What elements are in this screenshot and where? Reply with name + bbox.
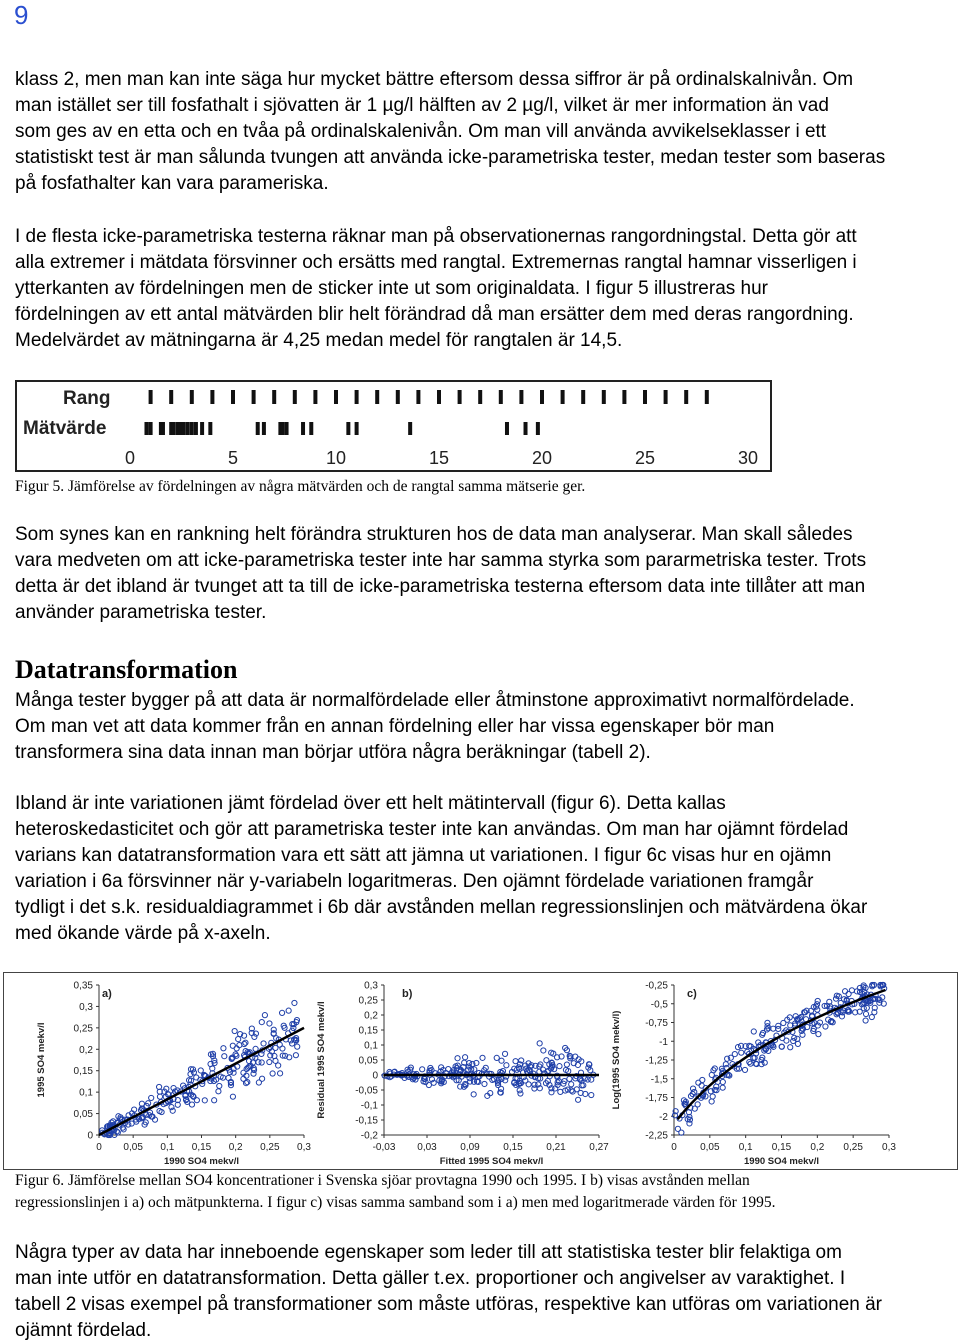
rang-mark bbox=[561, 390, 565, 404]
y-tick-label: -2 bbox=[659, 1111, 668, 1123]
matvarde-mark bbox=[505, 422, 509, 435]
x-tick-label: 0,21 bbox=[546, 1142, 566, 1153]
paragraph-datatransformation bbox=[15, 1240, 950, 1344]
matvarde-mark bbox=[256, 422, 260, 435]
rang-mark bbox=[581, 390, 585, 404]
text-line: statistiskt test är man sålunda tvungen att använda icke-parametriska tester, medan tester som baseras bbox=[15, 147, 886, 168]
data-point bbox=[198, 1068, 203, 1073]
data-point bbox=[751, 1029, 756, 1034]
data-point bbox=[720, 1079, 725, 1084]
data-point bbox=[277, 1071, 282, 1076]
x-tick-label: 0,2 bbox=[228, 1142, 243, 1153]
data-point bbox=[212, 1098, 217, 1103]
matvarde-mark bbox=[144, 422, 148, 435]
rang-mark bbox=[149, 390, 153, 404]
text-line: tabell 2 visas exempel på transformationer som måste utföras, respektive kan utföras om variationen är bbox=[15, 1294, 883, 1315]
y-tick-label: -0,5 bbox=[650, 999, 668, 1011]
text-line: ojämnt fördelad. bbox=[15, 1320, 152, 1341]
text-line: på fosfathalter kan vara parameriska. bbox=[15, 173, 329, 194]
matvarde-mark bbox=[408, 422, 412, 435]
x-tick-label: 0,27 bbox=[589, 1142, 609, 1153]
x-tick-label: 25 bbox=[634, 448, 656, 468]
x-tick-label: 0,09 bbox=[460, 1142, 480, 1153]
data-point bbox=[709, 1099, 714, 1104]
data-point bbox=[739, 1050, 744, 1055]
matvarde-mark bbox=[285, 422, 289, 435]
data-point bbox=[222, 1054, 227, 1059]
y-axis-label: Log(1995 SO4 mekv/l) bbox=[611, 1010, 622, 1110]
data-point bbox=[513, 1059, 518, 1064]
data-point bbox=[760, 1032, 765, 1037]
matvarde-mark bbox=[161, 422, 165, 435]
matvarde-mark bbox=[149, 422, 153, 435]
y-tick-label: 0,35 bbox=[73, 980, 93, 992]
rang-mark bbox=[375, 390, 379, 404]
data-point bbox=[273, 1045, 278, 1050]
data-point bbox=[293, 1053, 298, 1058]
figure-6 bbox=[3, 972, 958, 1170]
y-tick-label: -0,15 bbox=[355, 1115, 378, 1127]
x-tick-label: 0,25 bbox=[260, 1142, 280, 1153]
rang-mark bbox=[313, 390, 317, 404]
x-tick-label: 0,3 bbox=[297, 1142, 311, 1153]
y-tick-label: -0,25 bbox=[645, 980, 668, 992]
data-point bbox=[575, 1097, 580, 1102]
text-line: med ökande värde på x-axeln. bbox=[15, 923, 271, 944]
data-point bbox=[723, 1062, 728, 1067]
text-line: ytterkanten av fördelningen men de sticker inte ut som originaldata. I figur 5 illustreras hur bbox=[15, 278, 768, 299]
rang-mark bbox=[602, 390, 606, 404]
rang-mark bbox=[540, 390, 544, 404]
x-tick-label: 0 bbox=[124, 448, 136, 468]
data-point bbox=[795, 1036, 800, 1041]
data-point bbox=[194, 1098, 199, 1103]
data-point bbox=[537, 1041, 542, 1046]
regression-curve bbox=[678, 990, 886, 1119]
data-point bbox=[869, 1014, 874, 1019]
text-line: vara medveten om att icke-parametriska tester inte har samma styrka som pararmetriska tester. Trots bbox=[15, 550, 867, 571]
panel-1 bbox=[36, 981, 311, 1168]
rang-mark bbox=[252, 390, 256, 404]
data-point bbox=[267, 1059, 272, 1064]
data-point bbox=[232, 1028, 237, 1033]
data-point bbox=[261, 1041, 266, 1046]
data-point bbox=[863, 1011, 868, 1016]
matvarde-mark bbox=[280, 422, 284, 435]
text-line: som ges av en etta och en tvåa på ordinalskalenivån. Om man vill använda avvikelseklasser i ett bbox=[15, 121, 827, 142]
text-line: Några typer av data har inneboende egenskaper som leder till att statistiska tester blir felaktiga om bbox=[15, 1242, 842, 1263]
data-point bbox=[482, 1081, 487, 1086]
data-point bbox=[490, 1077, 495, 1082]
data-point bbox=[574, 1087, 579, 1092]
rang-mark bbox=[499, 390, 503, 404]
rang-mark bbox=[334, 390, 338, 404]
data-point bbox=[262, 1013, 267, 1018]
text-line: variation i 6a försvinner när y-variabeln logaritmeras. Den ojämnt fördelade variationen framgår bbox=[15, 871, 814, 892]
paragraph-rankning bbox=[15, 522, 950, 626]
data-point bbox=[499, 1058, 504, 1063]
x-tick-label: 0 bbox=[96, 1142, 102, 1153]
row-label-rang: Rang bbox=[63, 388, 111, 409]
x-tick-label: 0 bbox=[671, 1142, 677, 1153]
x-tick-label: 0,3 bbox=[882, 1142, 896, 1153]
data-point bbox=[748, 1061, 753, 1066]
data-point bbox=[458, 1084, 463, 1089]
matvarde-mark bbox=[208, 422, 212, 435]
x-axis-label: 1990 SO4 mekv/l bbox=[164, 1156, 239, 1167]
caption-line: Figur 6. Jämförelse mellan SO4 koncentrationer i Svenska sjöar provtagna 1990 och 1995. I b) visas avstånden mellan bbox=[15, 1172, 750, 1189]
data-point bbox=[216, 1089, 221, 1094]
page-number: 9 bbox=[14, 0, 29, 30]
data-point bbox=[233, 1052, 238, 1057]
matvarde-mark bbox=[171, 422, 175, 435]
data-point bbox=[735, 1045, 740, 1050]
figure-5 bbox=[15, 380, 772, 472]
x-tick-label: 20 bbox=[531, 448, 553, 468]
text-line: man inte utför en datatransformation. Detta gäller t.ex. proportioner och angivelser av varaktighet. I bbox=[15, 1268, 846, 1289]
x-tick-label: 0,25 bbox=[843, 1142, 863, 1153]
text-line: man istället ser till fosfathalt i sjövatten är 1 µg/l hälften av 2 µg/l, vilket är mer information än vad bbox=[15, 95, 829, 116]
data-point bbox=[236, 1037, 241, 1042]
paragraph-ordinal bbox=[15, 67, 950, 197]
scatter-points bbox=[672, 982, 886, 1135]
data-point bbox=[244, 1073, 249, 1078]
data-point bbox=[480, 1055, 485, 1060]
data-point bbox=[714, 1084, 719, 1089]
data-point bbox=[426, 1082, 431, 1087]
data-point bbox=[569, 1082, 574, 1087]
y-tick-label: 0,05 bbox=[358, 1055, 378, 1067]
y-tick-label: 0,05 bbox=[73, 1109, 93, 1121]
data-point bbox=[279, 1010, 284, 1015]
matvarde-mark bbox=[262, 422, 266, 435]
rang-mark bbox=[396, 390, 400, 404]
data-point bbox=[792, 1035, 797, 1040]
data-point bbox=[149, 1095, 154, 1100]
rang-mark bbox=[190, 390, 194, 404]
rang-mark bbox=[643, 390, 647, 404]
data-point bbox=[462, 1055, 467, 1060]
matvarde-mark bbox=[536, 422, 540, 435]
rang-mark bbox=[684, 390, 688, 404]
x-tick-label: 0,1 bbox=[160, 1142, 175, 1153]
text-line: Som synes kan en rankning helt förändra strukturen hos de data man analyserar. Man skall således bbox=[15, 524, 853, 545]
data-point bbox=[157, 1094, 162, 1099]
data-point bbox=[742, 1067, 747, 1072]
data-point bbox=[129, 1121, 134, 1126]
data-point bbox=[788, 1045, 793, 1050]
rang-mark bbox=[478, 390, 482, 404]
x-tick-label: -0,03 bbox=[372, 1142, 396, 1153]
data-point bbox=[849, 988, 854, 993]
data-point bbox=[292, 1000, 297, 1005]
text-line: I de flesta icke-parametriska testerna räknar man på observationernas rangordningstal. Detta gör att bbox=[15, 226, 857, 247]
matvarde-mark bbox=[301, 422, 305, 435]
y-tick-label: 0,3 bbox=[364, 980, 378, 992]
x-tick-label: 30 bbox=[737, 448, 759, 468]
data-point bbox=[720, 1085, 725, 1090]
panel-label: b) bbox=[402, 988, 413, 1000]
text-line: Medelvärdet av mätningarna är 4,25 medan medel för rangtalen är 14,5. bbox=[15, 330, 623, 351]
text-line: tydligt i det s.k. residualdiagrammet i 6b där avstånden mellan regressionslinjen och mätvärdena ökar bbox=[15, 897, 868, 918]
y-axis-label: Residual 1995 SO4 mekv/l bbox=[316, 1001, 327, 1119]
data-point bbox=[243, 1040, 248, 1045]
data-point bbox=[700, 1077, 705, 1082]
y-tick-label: 0,2 bbox=[364, 1010, 378, 1022]
matvarde-mark bbox=[355, 422, 359, 435]
rang-mark bbox=[355, 390, 359, 404]
data-point bbox=[471, 1092, 476, 1097]
data-point bbox=[541, 1048, 546, 1053]
x-axis-label: 1990 SO4 mekv/l bbox=[744, 1156, 819, 1167]
x-tick-label: 0,15 bbox=[191, 1142, 212, 1153]
data-point bbox=[230, 1094, 235, 1099]
data-point bbox=[221, 1046, 226, 1051]
rang-mark bbox=[169, 390, 173, 404]
y-tick-label: -1,25 bbox=[645, 1055, 668, 1067]
y-tick-label: 0 bbox=[372, 1070, 378, 1082]
data-point bbox=[564, 1062, 569, 1067]
panel-3 bbox=[611, 981, 896, 1168]
x-tick-label: 0,15 bbox=[503, 1142, 523, 1153]
rang-mark bbox=[231, 390, 235, 404]
regression-line bbox=[99, 1028, 304, 1135]
data-point bbox=[504, 1063, 509, 1068]
data-point bbox=[241, 1076, 246, 1081]
panel-label: c) bbox=[687, 988, 697, 1000]
text-line: Många tester bygger på att data är normalfördelade eller åtminstone approximativt normalfördelade. bbox=[15, 690, 855, 711]
data-point bbox=[273, 1058, 278, 1063]
text-line: Ibland är inte variationen jämt fördelad över ett helt mätintervall (figur 6). Detta kallas bbox=[15, 793, 726, 814]
caption-line: regressionslinjen i a) och mätpunkterna. I figur c) visas samma samband som i a) men med logaritmerade värden för 1995. bbox=[15, 1194, 776, 1211]
y-tick-label: -0,2 bbox=[360, 1130, 378, 1142]
y-tick-label: -1,75 bbox=[645, 1093, 668, 1104]
y-tick-label: 0,15 bbox=[73, 1066, 93, 1078]
data-point bbox=[120, 1125, 125, 1130]
x-tick-label: 0,15 bbox=[771, 1142, 792, 1153]
y-tick-label: -2,25 bbox=[645, 1130, 668, 1142]
text-line: använder parametriska tester. bbox=[15, 602, 267, 623]
data-point bbox=[558, 1089, 563, 1094]
text-line: fördelningen av ett antal mätvärden blir helt förändrad då man ersätter dem med deras rangordning. bbox=[15, 304, 854, 325]
x-tick-label: 0,03 bbox=[417, 1142, 437, 1153]
y-tick-label: 0,2 bbox=[79, 1044, 93, 1056]
rang-mark bbox=[458, 390, 462, 404]
y-tick-label: 0,25 bbox=[73, 1023, 93, 1035]
y-tick-label: 0,3 bbox=[79, 1001, 93, 1013]
paragraph-rangtal bbox=[15, 224, 950, 354]
figure-5-caption: Figur 5. Jämförelse av fördelningen av några mätvärden och de rangtal samma mätserie ger. bbox=[15, 478, 586, 495]
data-point bbox=[569, 1088, 574, 1093]
rang-mark bbox=[437, 390, 441, 404]
figure-6-chart bbox=[4, 973, 957, 1169]
data-point bbox=[863, 1018, 868, 1023]
text-line: Om man vet att data kommer från en annan fördelning eller har vissa egenskaper bör man bbox=[15, 716, 775, 737]
y-tick-label: 0,1 bbox=[364, 1040, 378, 1052]
data-point bbox=[217, 1083, 222, 1088]
data-point bbox=[286, 1008, 291, 1013]
data-point bbox=[784, 1038, 789, 1043]
y-tick-label: -1 bbox=[659, 1036, 668, 1048]
data-point bbox=[420, 1067, 425, 1072]
data-point bbox=[189, 1102, 194, 1107]
text-line: alla extremer i mätdata försvinner och ersätts med rangtal. Extremernas rangtal hamnar visserligen i bbox=[15, 252, 857, 273]
data-point bbox=[455, 1056, 460, 1061]
x-tick-label: 0,05 bbox=[700, 1142, 720, 1153]
y-tick-label: 0,1 bbox=[79, 1087, 93, 1099]
data-point bbox=[253, 1046, 258, 1051]
rang-mark bbox=[519, 390, 523, 404]
data-point bbox=[270, 1071, 275, 1076]
y-axis-label: 1995 SO4 mekv/l bbox=[36, 1022, 47, 1098]
data-point bbox=[267, 1021, 272, 1026]
x-tick-label: 0,05 bbox=[123, 1142, 143, 1153]
y-tick-label: 0,15 bbox=[358, 1025, 378, 1037]
data-point bbox=[230, 1043, 235, 1048]
rang-mark bbox=[705, 390, 709, 404]
data-point bbox=[765, 1020, 770, 1025]
y-tick-label: -0,75 bbox=[645, 1018, 668, 1029]
data-point bbox=[823, 1024, 828, 1029]
figure-6-caption bbox=[15, 1170, 950, 1214]
scatter-points bbox=[382, 1041, 596, 1103]
y-tick-label: 0,25 bbox=[358, 995, 378, 1007]
data-point bbox=[280, 1046, 285, 1051]
x-tick-label: 5 bbox=[227, 448, 239, 468]
data-point bbox=[544, 1058, 549, 1063]
rang-mark bbox=[210, 390, 214, 404]
panel-label: a) bbox=[102, 988, 112, 1000]
data-point bbox=[854, 989, 859, 994]
data-point bbox=[567, 1076, 572, 1081]
data-point bbox=[589, 1092, 594, 1097]
rang-mark bbox=[272, 390, 276, 404]
data-point bbox=[690, 1086, 695, 1091]
text-line: detta är det ibland är tvunget att ta till de icke-parametriska testerna eftersom data inte tillåter att man bbox=[15, 576, 866, 597]
data-point bbox=[842, 989, 847, 994]
x-axis-label: Fitted 1995 SO4 mekv/l bbox=[439, 1156, 544, 1167]
data-point bbox=[259, 1020, 264, 1025]
rang-mark bbox=[293, 390, 297, 404]
data-point bbox=[256, 1080, 261, 1085]
x-tick-label: 10 bbox=[325, 448, 347, 468]
data-point bbox=[494, 1055, 499, 1060]
matvarde-mark bbox=[524, 422, 528, 435]
matvarde-mark bbox=[200, 422, 204, 435]
panel-2 bbox=[316, 981, 609, 1168]
data-point bbox=[795, 1041, 800, 1046]
data-point bbox=[816, 1032, 821, 1037]
data-point bbox=[710, 1094, 715, 1099]
data-point bbox=[295, 1044, 300, 1049]
data-point bbox=[502, 1051, 507, 1056]
figure-5-chart bbox=[17, 382, 770, 470]
data-point bbox=[675, 1126, 680, 1131]
matvarde-mark bbox=[309, 422, 313, 435]
data-point bbox=[518, 1091, 523, 1096]
rang-mark bbox=[416, 390, 420, 404]
rang-mark bbox=[664, 390, 668, 404]
y-tick-label: 0 bbox=[87, 1130, 93, 1142]
text-line: klass 2, men man kan inte säga hur mycket bättre eftersom dessa siffror är på ordinalskalnivån. Om bbox=[15, 69, 854, 90]
x-tick-label: 0,1 bbox=[738, 1142, 753, 1153]
data-point bbox=[779, 1044, 784, 1049]
y-tick-label: -0,05 bbox=[355, 1085, 378, 1097]
text-line: varians kan datatransformation vara ett sätt att jämna ut variationen. I figur 6c visas hur en ojämn bbox=[15, 845, 832, 866]
data-point bbox=[557, 1064, 562, 1069]
scatter-points bbox=[100, 1000, 300, 1137]
matvarde-mark bbox=[190, 422, 194, 435]
matvarde-mark bbox=[346, 422, 350, 435]
y-tick-label: -0,1 bbox=[360, 1100, 378, 1112]
row-label-matvarde: Mätvärde bbox=[23, 418, 107, 439]
matvarde-mark bbox=[182, 422, 186, 435]
data-point bbox=[202, 1098, 207, 1103]
data-point bbox=[776, 1026, 781, 1031]
y-tick-label: -1,5 bbox=[650, 1074, 668, 1086]
paragraph-normalfordelning bbox=[15, 688, 950, 766]
paragraph-heteroskedasticitet bbox=[15, 791, 950, 947]
x-tick-label: 15 bbox=[428, 448, 450, 468]
matvarde-mark bbox=[194, 422, 198, 435]
section-heading: Datatransformation bbox=[15, 655, 238, 684]
text-line: transformera sina data innan man börjar utföra några beräkningar (tabell 2). bbox=[15, 742, 651, 763]
text-line: heteroskedasticitet och gör att parametriska tester inte kan användas. Om man har ojämnt fördelad bbox=[15, 819, 849, 840]
x-tick-label: 0,2 bbox=[810, 1142, 825, 1153]
matvarde-mark bbox=[186, 422, 190, 435]
rang-mark bbox=[622, 390, 626, 404]
data-point bbox=[446, 1066, 451, 1071]
